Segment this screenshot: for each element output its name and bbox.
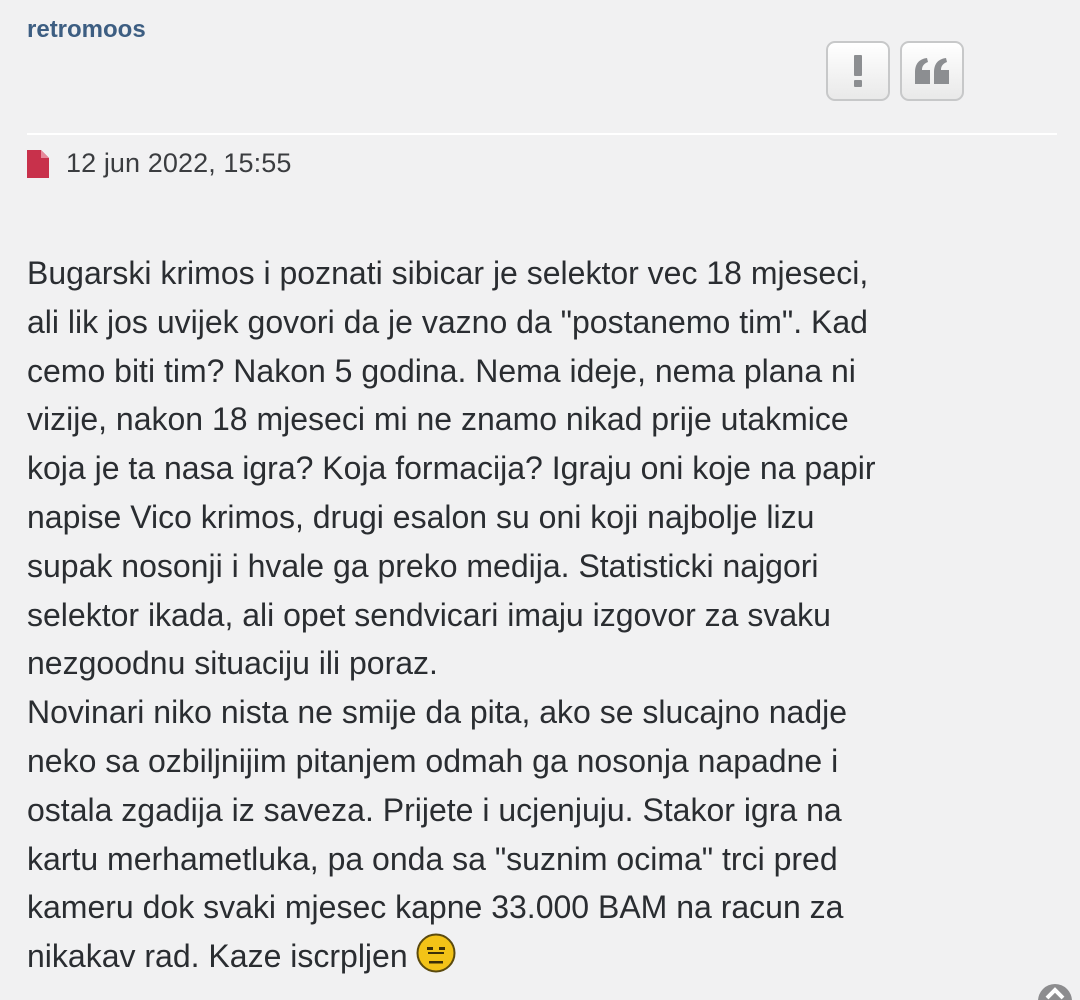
post-paragraph-with-smiley bbox=[27, 688, 1067, 981]
post-header-divider bbox=[27, 133, 1057, 135]
post-file-icon[interactable] bbox=[27, 150, 49, 178]
quote-icon bbox=[915, 58, 949, 84]
post-author-link[interactable]: retromoos bbox=[27, 16, 146, 43]
neutral-smiley-icon bbox=[416, 933, 456, 973]
post-content bbox=[27, 249, 1067, 981]
post-action-buttons bbox=[826, 41, 964, 101]
post-paragraph: Bugarski krimos i poznati sibicar je selektor vec 18 mjeseci, ali lik jos uvijek govori da je vazno da "postanemo tim". Kad cemo biti tim? Nakon 5 godina. Nema ideje, nema plana ni vizije, nakon 18 mjeseci mi ne znamo nikad prije utakmice koja je ta nasa igra? Koja formacija? Igraju oni koje na papir napise Vico krimos, drugi esalon su oni koji najbolje lizu supak nosonji i hvale ga preko medija. Statisticki najgori selektor ikada, ali opet sendvicari imaju izgovor za svaku nezgoodnu situaciju ili poraz. bbox=[27, 255, 876, 682]
post-meta bbox=[27, 148, 292, 179]
post-paragraph: Novinari niko nista ne smije da pita, ako se slucajno nadje neko sa ozbiljnijim pitanjem odmah ga nosonja napadne i ostala zgadija iz saveza. Prijete i ucjenjuju. Stakor igra na kartu merhametluka, pa onda sa "suznim ocima" trci pred kameru dok svaki mjesec kapne 33.000 BAM na racun za nikakav rad. Kaze iscrpljen bbox=[27, 694, 848, 975]
report-button[interactable] bbox=[826, 41, 890, 101]
post-date: 12 jun 2022, 15:55 bbox=[66, 148, 292, 178]
quote-button[interactable] bbox=[900, 41, 964, 101]
scroll-to-top-icon[interactable] bbox=[1037, 983, 1073, 1000]
exclamation-icon bbox=[852, 55, 864, 87]
